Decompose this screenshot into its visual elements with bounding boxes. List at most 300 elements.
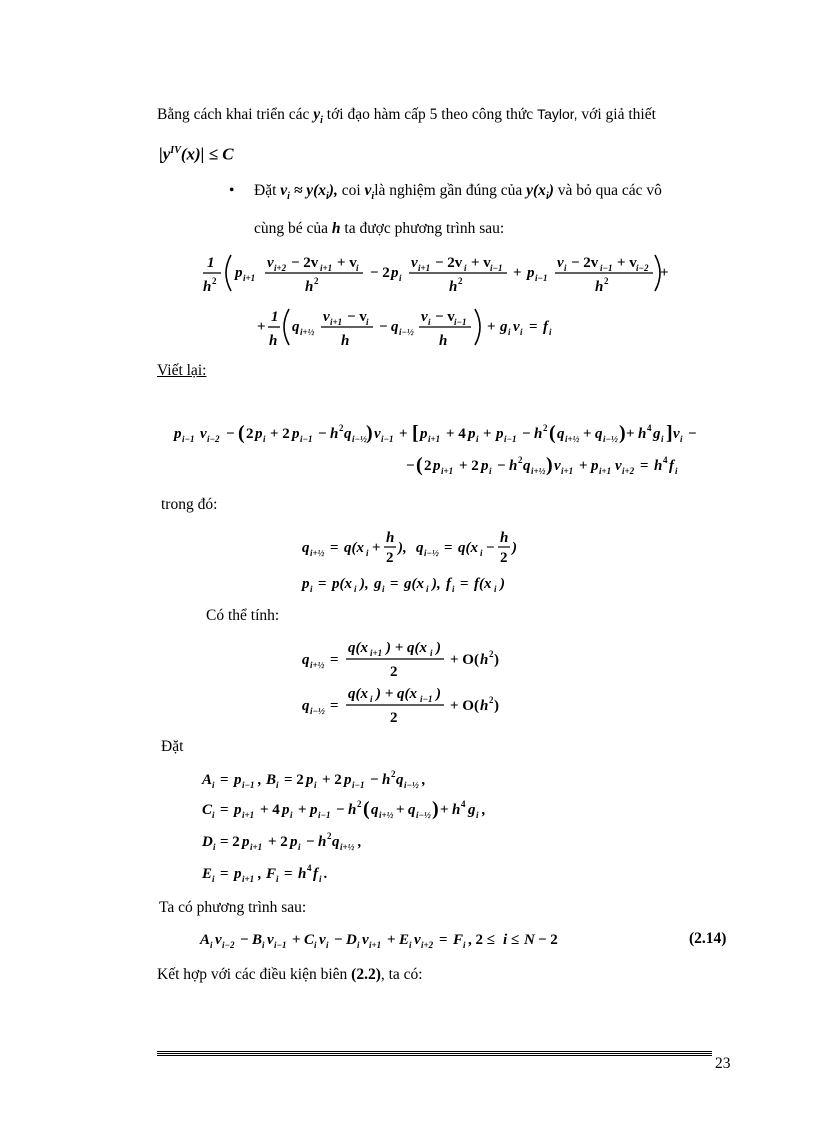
- svg-text:v: v: [414, 932, 421, 948]
- svg-text:=: =: [220, 802, 229, 818]
- svg-text:2: 2: [604, 276, 609, 286]
- svg-text:2: 2: [386, 550, 394, 566]
- svg-text:p: p: [255, 426, 263, 442]
- svg-text:−: −: [318, 426, 327, 442]
- svg-text:i−2: i−2: [222, 940, 235, 950]
- bullet-yx: $y(x_i)$: [526, 182, 554, 203]
- svg-text:q(x: q(x: [348, 686, 368, 702]
- svg-text:v: v: [673, 426, 680, 442]
- svg-text:i: i: [212, 780, 215, 790]
- svg-text:h: h: [509, 458, 518, 474]
- svg-text:v: v: [421, 309, 428, 325]
- svg-text:− 2: − 2: [538, 932, 558, 948]
- svg-text:h: h: [341, 333, 350, 349]
- equation-q-approx: [300, 636, 540, 728]
- svg-text:i−1: i−1: [490, 263, 503, 273]
- svg-text:h: h: [318, 834, 327, 850]
- svg-text:2: 2: [327, 831, 332, 841]
- svg-text:i−1: i−1: [381, 434, 394, 444]
- svg-text:4: 4: [461, 799, 466, 809]
- svg-text:i−1: i−1: [182, 434, 195, 444]
- svg-text:v: v: [362, 932, 369, 948]
- svg-text:p: p: [282, 802, 290, 818]
- svg-text:i: i: [549, 327, 552, 337]
- svg-text:p: p: [344, 772, 352, 788]
- svg-text:q: q: [332, 834, 340, 850]
- intro-text-b: tới đạo hàm cấp 5 theo công thức: [326, 106, 534, 123]
- svg-text:i−1: i−1: [420, 694, 433, 704]
- svg-text:i−1: i−1: [504, 434, 517, 444]
- svg-text:i: i: [430, 648, 433, 658]
- svg-text:=: =: [330, 652, 339, 668]
- svg-text:2: 2: [391, 769, 396, 779]
- svg-text:,: ,: [482, 802, 486, 818]
- svg-text:p: p: [391, 265, 399, 281]
- svg-text:f: f: [669, 458, 674, 474]
- svg-text:2: 2: [500, 550, 508, 566]
- svg-text:p: p: [234, 772, 242, 788]
- svg-text:v: v: [615, 458, 622, 474]
- svg-text:i−½: i−½: [399, 327, 414, 337]
- svg-text:p: p: [310, 802, 318, 818]
- bullet-line-1: [254, 181, 662, 207]
- svg-text:v: v: [319, 932, 326, 948]
- svg-text:i−½: i−½: [416, 810, 431, 820]
- svg-text:v: v: [267, 255, 274, 271]
- svg-text:(: (: [416, 454, 423, 476]
- svg-text:=: =: [330, 540, 339, 556]
- svg-text:i: i: [428, 317, 431, 327]
- svg-text:+: +: [579, 458, 588, 474]
- svg-text:h: h: [654, 458, 663, 474]
- bullet-dat: Đặt: [254, 182, 277, 199]
- svg-text:i: i: [680, 434, 683, 444]
- svg-text:4: 4: [307, 863, 312, 873]
- svg-text:),: ),: [360, 576, 369, 592]
- svg-text:i: i: [366, 317, 369, 327]
- bullet-text-b: là nghiệm gần đúng của: [374, 182, 523, 199]
- svg-text:− 2: − 2: [370, 265, 390, 281]
- svg-text:i+½: i+½: [565, 434, 580, 444]
- dat-label: Đặt: [161, 738, 184, 755]
- equation-coefficients: [200, 762, 560, 892]
- svg-text:=: =: [439, 932, 448, 948]
- ket-hop-ref: (2.2): [351, 966, 381, 983]
- svg-text:+: +: [387, 932, 396, 948]
- svg-text:i+½: i+½: [310, 660, 325, 670]
- svg-text:v: v: [557, 255, 564, 271]
- svg-text:q: q: [408, 802, 416, 818]
- svg-text:i+½: i+½: [531, 466, 546, 476]
- svg-text:,: ,: [422, 772, 426, 788]
- svg-text:q: q: [396, 772, 404, 788]
- svg-text:i: i: [463, 940, 466, 950]
- svg-text:q(x: q(x: [458, 540, 478, 556]
- bullet-line2-b: ta được phương trình sau:: [344, 220, 505, 237]
- svg-text:=: =: [330, 698, 339, 714]
- svg-text:[: [: [412, 422, 419, 444]
- svg-text:p: p: [420, 426, 428, 442]
- svg-text:i: i: [354, 584, 357, 594]
- svg-text:f: f: [543, 319, 548, 335]
- svg-text:+ O(: + O(: [450, 652, 479, 668]
- svg-text:D: D: [346, 932, 357, 948]
- footer-rule-1: [157, 1051, 712, 1052]
- svg-text:i−1: i−1: [454, 317, 467, 327]
- ket-hop-line: [157, 965, 423, 985]
- svg-text:− 2v: − 2v: [291, 255, 319, 271]
- svg-text:),: ),: [432, 576, 441, 592]
- svg-text:f: f: [313, 866, 318, 882]
- svg-text:p: p: [527, 265, 535, 281]
- svg-text:+: +: [399, 426, 408, 442]
- svg-text:h: h: [534, 426, 543, 442]
- svg-text:q: q: [523, 458, 531, 474]
- svg-text:2: 2: [390, 710, 398, 726]
- svg-text:−: −: [406, 458, 415, 474]
- svg-text:i+2: i+2: [622, 466, 635, 476]
- intro-text-c: với giả thiết: [581, 106, 656, 123]
- svg-text:+: +: [660, 265, 669, 281]
- svg-text:i: i: [357, 940, 360, 950]
- equation-pentadiagonal: [198, 924, 578, 954]
- svg-text:v: v: [374, 426, 381, 442]
- svg-text:+: +: [257, 319, 266, 335]
- svg-text:h: h: [439, 333, 448, 349]
- svg-text:i−1: i−1: [274, 940, 287, 950]
- equation-rewritten: [170, 418, 710, 480]
- svg-text:−: −: [336, 802, 345, 818]
- svg-text:h: h: [480, 698, 489, 714]
- svg-text:g: g: [374, 576, 382, 592]
- svg-text:i−1: i−1: [318, 810, 331, 820]
- svg-text:+: +: [487, 319, 496, 335]
- svg-text:=: =: [444, 540, 453, 556]
- bullet-text-c: và bỏ qua các vô: [557, 182, 662, 199]
- svg-text:+: +: [583, 426, 592, 442]
- svg-text:− v: − v: [435, 309, 455, 325]
- svg-text:−: −: [334, 932, 343, 948]
- svg-text:p: p: [496, 426, 504, 442]
- svg-text:p: p: [234, 866, 242, 882]
- svg-text:v: v: [267, 932, 274, 948]
- svg-text:D: D: [202, 834, 213, 850]
- bullet-text-a: coi: [341, 182, 361, 199]
- intro-y-var: $y_i$: [313, 106, 323, 127]
- svg-text:h: h: [449, 279, 458, 295]
- svg-text:q(x: q(x: [344, 540, 364, 556]
- svg-text:p: p: [242, 834, 250, 850]
- ket-hop-text-a: Kết hợp với các điều kiện biên: [157, 966, 348, 983]
- svg-text:i: i: [520, 327, 523, 337]
- svg-text:i−1: i−1: [600, 263, 613, 273]
- svg-text:i−2: i−2: [207, 434, 220, 444]
- bullet-line-2: [254, 219, 504, 239]
- svg-text:i: i: [276, 874, 279, 884]
- svg-text:+: +: [440, 802, 449, 818]
- svg-text:i+½: i+½: [310, 548, 325, 558]
- svg-text:− 2v: − 2v: [571, 255, 599, 271]
- svg-text:) + q(x: ) + q(x: [376, 686, 418, 702]
- svg-text:1: 1: [271, 309, 279, 325]
- svg-text:i+1: i+1: [242, 810, 255, 820]
- ket-hop-text-b: , ta có:: [380, 966, 423, 983]
- svg-text:i+1: i+1: [242, 874, 255, 884]
- svg-text:−: −: [240, 932, 249, 948]
- svg-text:i−1: i−1: [300, 434, 313, 444]
- trong-do-label: trong đó:: [161, 496, 218, 513]
- svg-text:i: i: [326, 940, 329, 950]
- bullet-approx: $v_i \approx y(x_i)$,: [280, 182, 338, 203]
- svg-text:+: +: [292, 932, 301, 948]
- svg-text:q: q: [391, 319, 399, 335]
- svg-text:h: h: [595, 279, 604, 295]
- svg-text:v: v: [200, 426, 207, 442]
- svg-text:p: p: [468, 426, 476, 442]
- svg-text:1: 1: [207, 255, 215, 271]
- viet-lai-heading: Viết lại:: [157, 362, 207, 379]
- svg-text:p: p: [235, 265, 243, 281]
- svg-text:i: i: [564, 263, 567, 273]
- svg-text:2: 2: [489, 695, 494, 705]
- svg-text:i: i: [213, 842, 216, 852]
- svg-text:i: i: [476, 434, 479, 444]
- svg-text:+ v: + v: [617, 255, 637, 271]
- svg-text:+: +: [298, 802, 307, 818]
- svg-text:+: +: [483, 426, 492, 442]
- svg-text:i: i: [356, 263, 359, 273]
- svg-text:): ): [366, 422, 373, 444]
- svg-text:): ): [512, 540, 517, 556]
- svg-text:): ): [436, 686, 441, 702]
- svg-text:v: v: [215, 932, 222, 948]
- svg-text:q: q: [302, 652, 310, 668]
- svg-text:p: p: [234, 802, 242, 818]
- svg-text:(: (: [549, 422, 556, 444]
- svg-text:B: B: [252, 932, 263, 948]
- svg-text:p: p: [433, 458, 441, 474]
- svg-text:i−2: i−2: [636, 263, 649, 273]
- svg-text:i: i: [399, 273, 402, 283]
- svg-text:i: i: [276, 780, 279, 790]
- svg-text:−: −: [497, 458, 506, 474]
- svg-text:p: p: [481, 458, 489, 474]
- footer-rule-2: [157, 1053, 712, 1054]
- svg-text:i: i: [210, 940, 213, 950]
- svg-text:+ 4: + 4: [446, 426, 466, 442]
- svg-text:i+1: i+1: [418, 263, 431, 273]
- svg-text:q: q: [292, 319, 300, 335]
- svg-text:+ 4: + 4: [260, 802, 280, 818]
- svg-text:i: i: [464, 263, 467, 273]
- svg-text:i: i: [314, 940, 317, 950]
- intro-line: [157, 104, 656, 131]
- svg-text:): ): [619, 422, 626, 444]
- svg-text:q: q: [595, 426, 603, 442]
- svg-text:i: i: [366, 548, 369, 558]
- svg-text:q: q: [416, 540, 424, 556]
- svg-text:=: =: [390, 576, 399, 592]
- svg-text:i+2: i+2: [421, 940, 434, 950]
- svg-text:F: F: [453, 932, 464, 948]
- svg-text:(: (: [238, 422, 245, 444]
- svg-text:) + q(x: ) + q(x: [386, 640, 428, 656]
- svg-text:g(x: g(x: [404, 576, 424, 592]
- svg-text:q: q: [371, 802, 379, 818]
- svg-text:): ): [494, 698, 499, 714]
- svg-text:2: 2: [314, 276, 319, 286]
- svg-text:g: g: [653, 426, 661, 442]
- svg-text:2: 2: [424, 458, 432, 474]
- svg-text:g: g: [468, 802, 476, 818]
- svg-text:i: i: [310, 584, 313, 594]
- svg-text:2: 2: [458, 276, 463, 286]
- svg-text:2: 2: [489, 649, 494, 659]
- svg-text:q: q: [302, 698, 310, 714]
- svg-text:h: h: [382, 772, 391, 788]
- svg-text:,: ,: [258, 866, 262, 882]
- svg-text:−: −: [688, 426, 697, 442]
- svg-text:h: h: [452, 802, 461, 818]
- svg-text:): ): [494, 652, 499, 668]
- svg-text:+ v: + v: [337, 255, 357, 271]
- svg-text:=: =: [529, 319, 538, 335]
- svg-text:i+1: i+1: [599, 466, 612, 476]
- svg-text:+: +: [513, 265, 522, 281]
- svg-text:p: p: [174, 426, 182, 442]
- svg-text:h: h: [500, 530, 509, 546]
- co-the-tinh-label: Có thể tính:: [206, 607, 280, 624]
- ta-co-phuong-trinh: Ta có phương trình sau:: [159, 899, 307, 916]
- svg-text:i−½: i−½: [424, 548, 439, 558]
- svg-text:i−½: i−½: [352, 434, 367, 444]
- svg-text:i: i: [476, 810, 479, 820]
- svg-text:h: h: [386, 530, 395, 546]
- svg-text:,: ,: [358, 834, 362, 850]
- svg-text:+ 2: + 2: [268, 834, 288, 850]
- svg-text:h: h: [480, 652, 489, 668]
- svg-text:+: +: [372, 540, 381, 556]
- svg-text:g: g: [500, 319, 508, 335]
- svg-text:(: (: [363, 798, 370, 820]
- svg-text:i: i: [426, 584, 429, 594]
- svg-text:B: B: [266, 772, 277, 788]
- svg-text:i: i: [480, 548, 483, 558]
- equation-definitions-q-p: [300, 526, 540, 596]
- svg-text:+: +: [626, 426, 635, 442]
- svg-text:+: +: [396, 802, 405, 818]
- svg-text:v: v: [554, 458, 561, 474]
- svg-text:i+1: i+1: [370, 648, 383, 658]
- svg-text:i−½: i−½: [603, 434, 618, 444]
- svg-text:]: ]: [666, 422, 673, 444]
- svg-text:q: q: [302, 540, 310, 556]
- svg-text:v: v: [513, 319, 520, 335]
- svg-text:i: i: [494, 584, 497, 594]
- svg-text:): ): [432, 798, 439, 820]
- svg-text:i+½: i+½: [340, 842, 355, 852]
- svg-text:i+½: i+½: [300, 327, 315, 337]
- svg-text:): ): [500, 576, 505, 592]
- svg-text:F: F: [266, 866, 277, 882]
- equation-label: (2.14): [689, 930, 727, 947]
- svg-text:i−1: i−1: [242, 780, 255, 790]
- svg-text:q: q: [557, 426, 565, 442]
- svg-text:f(x: f(x: [474, 576, 492, 592]
- svg-text:i: i: [382, 584, 385, 594]
- svg-text:p: p: [591, 458, 599, 474]
- svg-text:p: p: [292, 426, 300, 442]
- svg-text:2: 2: [339, 423, 344, 433]
- svg-text:− 2v: − 2v: [435, 255, 463, 271]
- equation-discrete-scheme: [195, 245, 675, 355]
- svg-text:p: p: [302, 576, 310, 592]
- svg-text:i+1: i+1: [330, 317, 343, 327]
- svg-text:i+1: i+1: [369, 940, 382, 950]
- svg-text:i: i: [370, 694, 373, 704]
- svg-text:A: A: [200, 932, 211, 948]
- svg-text:i: i: [452, 584, 455, 594]
- svg-text:= 2: = 2: [284, 772, 304, 788]
- svg-text:=: =: [640, 458, 649, 474]
- svg-text:=: =: [460, 576, 469, 592]
- svg-text:.: .: [324, 866, 328, 882]
- svg-text:≤: ≤: [511, 932, 520, 948]
- svg-text:h: h: [348, 802, 357, 818]
- svg-text:+ O(: + O(: [450, 698, 479, 714]
- svg-text:i: i: [319, 874, 322, 884]
- svg-text:i+1: i+1: [441, 466, 454, 476]
- svg-text:h: h: [269, 333, 278, 349]
- svg-text:=: =: [318, 576, 327, 592]
- svg-text:h: h: [330, 426, 339, 442]
- svg-text:q(x: q(x: [348, 640, 368, 656]
- svg-text:+ 2: + 2: [270, 426, 290, 442]
- footer-rule-3: [157, 1055, 712, 1056]
- svg-text:i+1: i+1: [243, 273, 256, 283]
- svg-text:i−1: i−1: [352, 780, 365, 790]
- svg-text:= 2: = 2: [220, 834, 240, 850]
- svg-text:i+1: i+1: [428, 434, 441, 444]
- svg-text:−: −: [226, 426, 235, 442]
- svg-text:C: C: [202, 802, 213, 818]
- svg-text:i−½: i−½: [404, 780, 419, 790]
- svg-text:i: i: [290, 810, 293, 820]
- bullet-line2-a: cùng bé của: [254, 220, 329, 237]
- svg-text:i+1: i+1: [250, 842, 263, 852]
- svg-text:i: i: [298, 842, 301, 852]
- svg-text:+ v: + v: [471, 255, 491, 271]
- svg-text:h: h: [638, 426, 647, 442]
- intro-taylor: Taylor,: [537, 106, 578, 122]
- svg-text:−: −: [379, 319, 388, 335]
- svg-text:i: i: [409, 940, 412, 950]
- svg-text:E: E: [399, 932, 410, 948]
- svg-text:N: N: [524, 932, 535, 948]
- svg-text:h: h: [203, 279, 212, 295]
- svg-text:4: 4: [647, 423, 652, 433]
- bullet-vi: $v_i$: [364, 182, 375, 203]
- svg-text:i−1: i−1: [535, 273, 548, 283]
- svg-text:i: i: [262, 940, 265, 950]
- svg-text:i+1: i+1: [320, 263, 333, 273]
- svg-text:=: =: [220, 772, 229, 788]
- svg-text:h: h: [298, 866, 307, 882]
- svg-text:),: ),: [398, 540, 407, 556]
- svg-text:p(x: p(x: [332, 576, 352, 592]
- svg-text:i+1: i+1: [561, 466, 574, 476]
- bound-condition: $|y^{IV}(x)| \le C$: [159, 144, 234, 164]
